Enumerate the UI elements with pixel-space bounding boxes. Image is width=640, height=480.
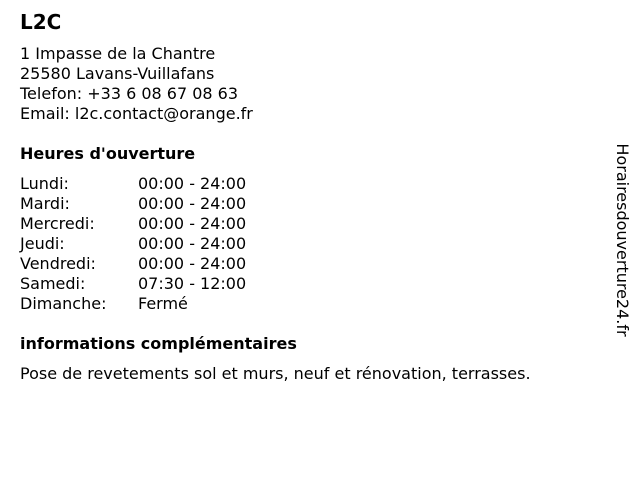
hours-row-wednesday bbox=[20, 214, 246, 234]
hours-row-friday bbox=[20, 254, 246, 274]
hours-row-tuesday bbox=[20, 194, 246, 214]
email-line: Email: l2c.contact@orange.fr bbox=[20, 104, 253, 123]
time-range: 00:00 - 24:00 bbox=[138, 234, 247, 253]
day-label: Vendredi: bbox=[20, 254, 96, 273]
day-label: Lundi: bbox=[20, 174, 69, 193]
address-street: 1 Impasse de la Chantre bbox=[20, 44, 216, 63]
opening-hours-list bbox=[20, 174, 246, 314]
time-range: 07:30 - 12:00 bbox=[138, 274, 247, 293]
hours-row-monday bbox=[20, 174, 246, 194]
day-label: Jeudi: bbox=[20, 234, 65, 253]
address-city: 25580 Lavans-Vuillafans bbox=[20, 64, 215, 83]
time-range: 00:00 - 24:00 bbox=[138, 194, 247, 213]
phone-line: Telefon: +33 6 08 67 08 63 bbox=[20, 84, 239, 103]
hours-row-sunday bbox=[20, 294, 246, 314]
hours-row-saturday bbox=[20, 274, 246, 294]
time-range: 00:00 - 24:00 bbox=[138, 214, 247, 233]
day-label: Mercredi: bbox=[20, 214, 95, 233]
time-range: Fermé bbox=[138, 294, 188, 313]
hours-row-thursday bbox=[20, 234, 246, 254]
additional-info-heading: informations complémentaires bbox=[20, 334, 297, 353]
site-watermark: Horairesdouverture24.fr bbox=[613, 143, 632, 337]
additional-info-text: Pose de revetements sol et murs, neuf et rénovation, terrasses. bbox=[20, 364, 531, 383]
day-label: Samedi: bbox=[20, 274, 86, 293]
day-label: Mardi: bbox=[20, 194, 70, 213]
business-name: L2C bbox=[20, 10, 62, 34]
time-range: 00:00 - 24:00 bbox=[138, 254, 247, 273]
time-range: 00:00 - 24:00 bbox=[138, 174, 247, 193]
day-label: Dimanche: bbox=[20, 294, 107, 313]
contact-block bbox=[20, 44, 253, 124]
opening-hours-heading: Heures d'ouverture bbox=[20, 144, 196, 163]
